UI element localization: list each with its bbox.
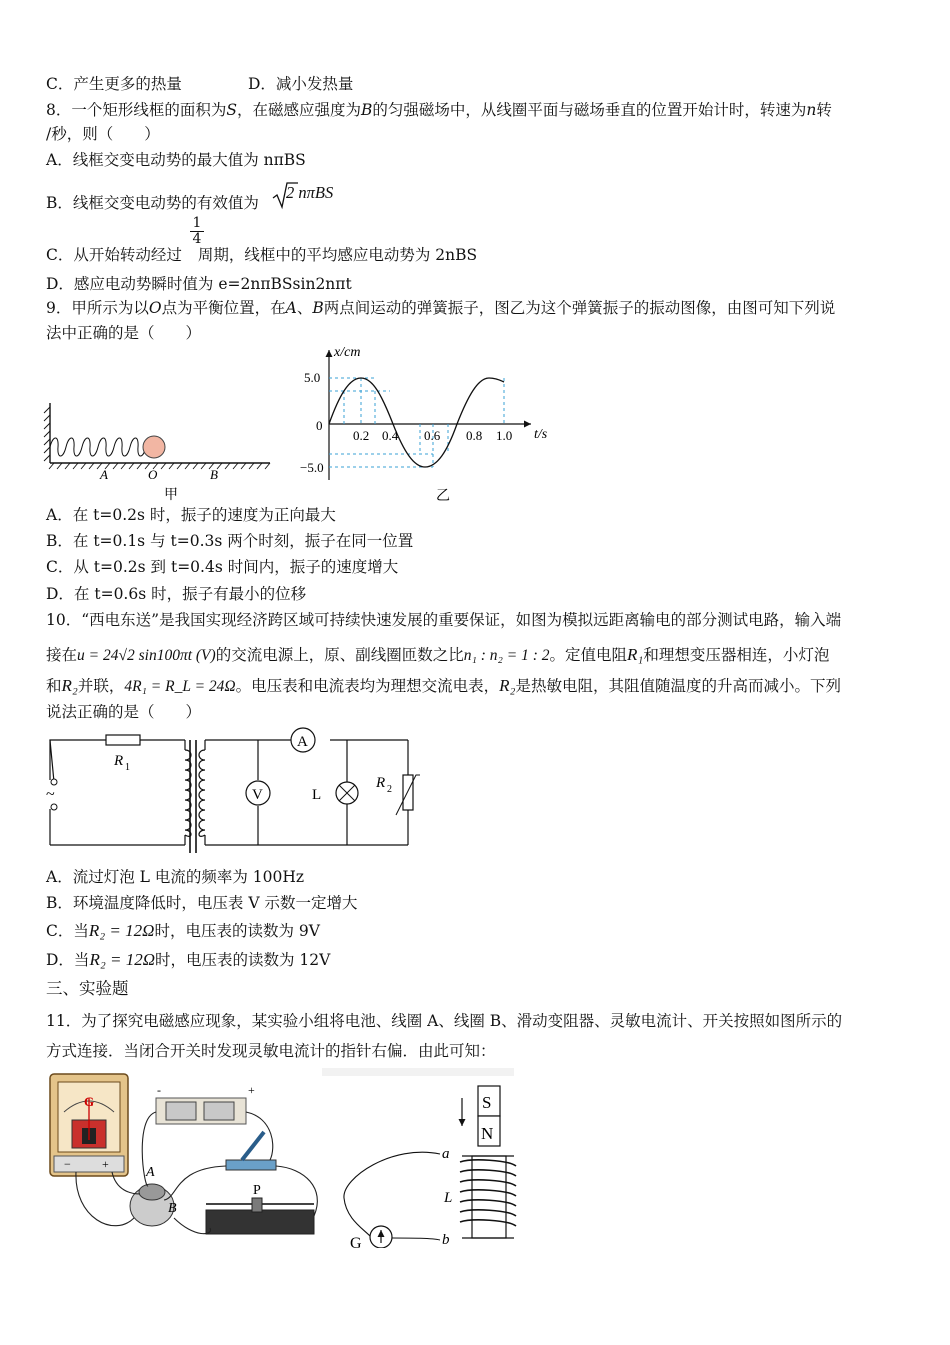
coil-b-label: B (168, 1201, 177, 1216)
q10-stem-line3: 和R₂并联，4R₁ = R_L = 24Ω。电压表和电流表均为理想交流电表，R₂是热敏电阻，其阻值随温度的升高而减小。下列 (46, 676, 841, 695)
galv-plus: + (102, 1157, 109, 1171)
q9-option-d: D．在 t=0.6s 时，振子有最小的位移 (46, 585, 307, 603)
q10-stem-line4: 说法正确的是（ ） (46, 703, 202, 721)
q10-stem-line1: 10．“西电东送”是我国实现经济跨区域可持续快速发展的重要保证，如图为模拟远距离输电的部分测试电路，输入端 (46, 611, 842, 629)
solenoid (472, 1156, 506, 1238)
coil-l: L (444, 1190, 453, 1206)
caption-jia: 甲 (164, 488, 178, 503)
y-axis-label: x/cm (334, 345, 361, 360)
r1-sub: 1 (125, 762, 130, 773)
q9-stem: 9．甲所示为以O点为平衡位置，在A、B两点间运动的弹簧振子，图乙为这个弹簧振子的振动图像，由图可知下列说 (46, 299, 836, 317)
q8-stem-cont: /秒，则（ ） (46, 125, 160, 143)
ytick-neg5: −5.0 (300, 460, 324, 475)
ground-hatch (49, 463, 270, 469)
q8-option-b: B．线框交变电动势的有效值为 (46, 194, 259, 212)
q9-option-b: B．在 t=0.1s 与 t=0.3s 两个时刻，振子在同一位置 (46, 532, 414, 550)
q9-stem-cont: 法中正确的是（ ） (46, 324, 202, 342)
label-a: A (100, 467, 108, 482)
q9-option-c: C．从 t=0.2s 到 t=0.4s 时间内，振子的速度增大 (46, 558, 399, 576)
q11-stem-line1: 11．为了探究电磁感应现象，某实验小组将电池、线圈 A、线圈 B、滑动变阻器、灵敏电流计、开关按照如图所示的 (46, 1012, 843, 1030)
caption-yi: 乙 (436, 489, 450, 504)
xtick-0-8: 0.8 (466, 428, 483, 443)
r1-label: R (114, 753, 124, 769)
q10-stem-line2: 接在u = 24√2 sin100πt (V)的交流电源上，原、副线圈匝数之比n₁ : n₂ = 1 : 2。定值电阻R₁和理想变压器相连，小灯泡 (46, 645, 830, 664)
magnet-coil-figure (322, 1068, 517, 1248)
q8-fraction: 1 4 (190, 216, 204, 247)
q8-option-a: A．线框交变电动势的最大值为 nπBS (46, 151, 306, 169)
galvanometer-g: G (84, 1094, 95, 1109)
r2-label: R (376, 775, 386, 791)
xtick-0-6: 0.6 (424, 428, 441, 443)
coil-a (139, 1184, 165, 1200)
x-axis-label: t/s (534, 427, 548, 442)
ammeter-label: A (297, 734, 308, 750)
q8-option-c: C．从开始转动经过 周期，线框中的平均感应电动势为 2nBS (46, 246, 478, 264)
experiment-apparatus-figure (44, 1068, 334, 1248)
coil-a-label: A (146, 1165, 155, 1180)
label-b: B (210, 467, 218, 482)
xtick-1-0: 1.0 (496, 428, 513, 443)
origin-label: 0 (316, 418, 323, 433)
ac-symbol: ~ (46, 786, 55, 803)
battery-plus: + (248, 1083, 255, 1097)
oscillator-ball (143, 436, 165, 458)
transformer-circuit (40, 725, 420, 860)
q8-option-d: D．感应电动势瞬时值为 e=2nπBSsin2nπt (46, 275, 352, 293)
q8-stem: 8．一个矩形线框的面积为S，在磁感应强度为B的匀强磁场中，从线圈平面与磁场垂直的位置开始计时，转速为n转 (46, 101, 832, 119)
resistor-r1 (106, 735, 140, 745)
q8-option-b-formula: 2 nπBS (272, 180, 342, 214)
xtick-0-2: 0.2 (353, 428, 370, 443)
spring-oscillator-figure (40, 395, 280, 505)
ac-terminal-top (51, 779, 57, 785)
vibration-graph (296, 340, 566, 505)
voltmeter-label: V (252, 787, 263, 803)
rheostat (206, 1210, 314, 1234)
spring (50, 438, 154, 456)
magnet-n-label: N (481, 1124, 494, 1143)
q11-stem-line2: 方式连接．当闭合开关时发现灵敏电流计的指针右偏．由此可知： (46, 1042, 496, 1060)
xtick-0-4: 0.4 (382, 428, 399, 443)
ytick-5: 5.0 (304, 370, 321, 385)
galvanometer-g2-label: G (350, 1235, 362, 1248)
q7-option-c: C．产生更多的热量 (46, 75, 182, 93)
magnet-s-label: S (482, 1093, 492, 1112)
secondary-coil (199, 750, 205, 836)
section-heading: 三、实验题 (46, 979, 129, 998)
slider-p: P (253, 1183, 261, 1198)
label-o: O (148, 467, 158, 482)
r2-sub: 2 (387, 784, 392, 795)
guide-lines (329, 378, 504, 467)
q9-option-a: A．在 t=0.2s 时，振子的速度为正向最大 (46, 506, 336, 524)
lamp-label: L (312, 787, 322, 803)
q7-option-d: D．减小发热量 (248, 75, 354, 93)
thermistor-r2 (403, 775, 413, 810)
q10-option-c: C．当R₂ = 12Ω时，电压表的读数为 9V (46, 921, 320, 940)
terminal-b: b (442, 1232, 450, 1248)
galv-minus: − (64, 1157, 71, 1171)
q10-option-d: D．当R₂ = 12Ω时，电压表的读数为 12V (46, 950, 331, 969)
q10-option-a: A．流过灯泡 L 电流的频率为 100Hz (46, 868, 305, 886)
q10-option-b: B．环境温度降低时，电压表 V 示数一定增大 (46, 894, 358, 912)
battery-minus: - (157, 1083, 161, 1097)
terminal-a: a (442, 1146, 450, 1162)
ac-terminal-bottom (51, 804, 57, 810)
switch (226, 1160, 276, 1170)
